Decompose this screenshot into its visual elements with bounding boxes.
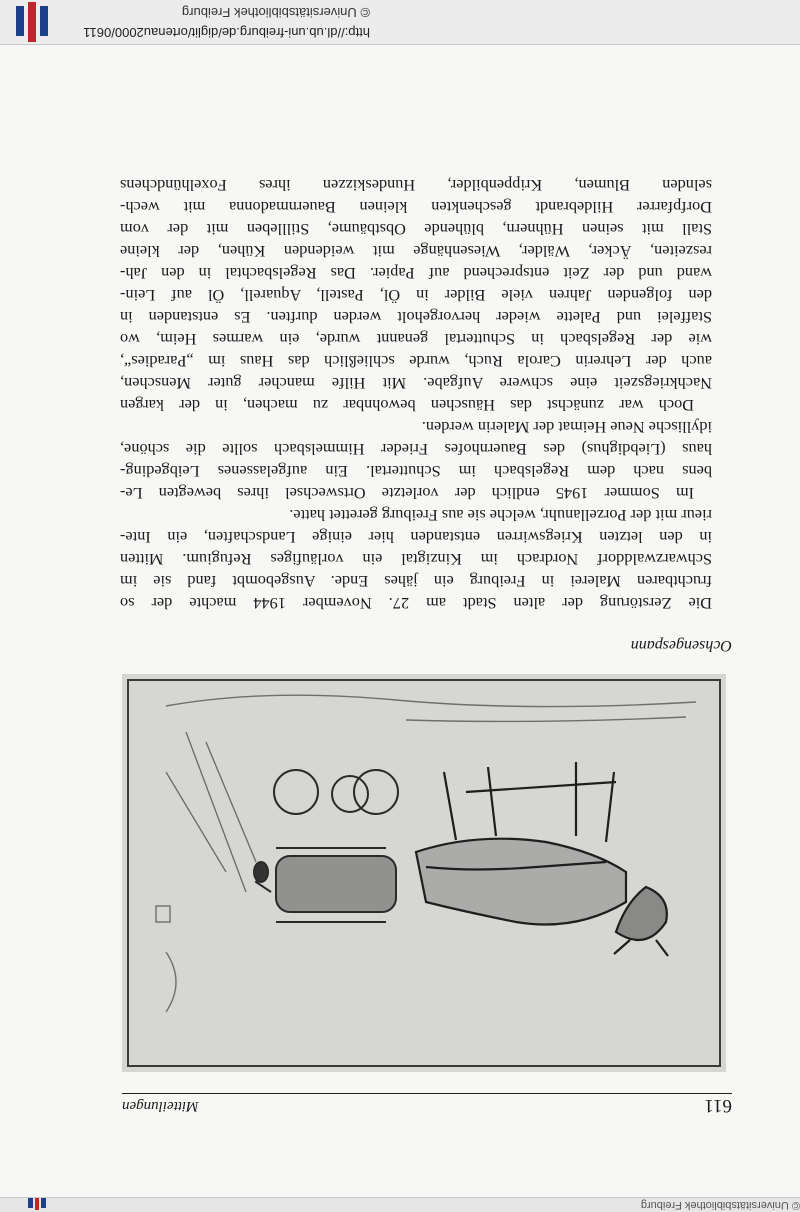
body-text [120, 174, 712, 614]
text-line: Staffelei und Palette wieder hervorgeholt werden durften. Es entstanden in [120, 308, 712, 327]
library-logo-icon [28, 1198, 46, 1210]
top-credit: © Universitätsbibliothek Freiburg [640, 1199, 800, 1211]
text-line: Im Sommer 1945 endlich der vorletzte Ortswechsel ihres bewegten Le- [120, 484, 694, 503]
figure-caption: Ochsengespann [630, 637, 732, 654]
bottom-credit: © Universitätsbibliothek Freiburg [181, 5, 370, 20]
page-url[interactable]: http://dl.ub.uni-freiburg.de/diglit/ortenau2000/0611 [83, 25, 370, 40]
page-number: 611 [704, 1095, 732, 1116]
text-line: Schwarzwalddorf Nordrach im Kinzigtal ein vorläufiges Refugium. Mitten [120, 550, 712, 569]
ox-cart-sketch [122, 674, 726, 1072]
text-line: Nachkriegszeit eine schwere Aufgabe. Mit Hilfe mancher guter Menschen, [120, 374, 712, 393]
text-line: bens nach dem Regelsbach im Schuttertal. Ein aufgelassenes Leibgeding- [120, 462, 712, 481]
text-line: den folgenden Jahren viele Bilder in Öl, Pastell, Aquarell, Öl auf Lein- [120, 286, 712, 305]
text-line: Die Zerstörung der alten Stadt am 27. November 1944 machte der so [120, 594, 712, 613]
text-line: wand und der Zeit entsprechend auf Papier. Das Regelsbachtal in den Jah- [120, 264, 712, 283]
text-line: Doch war zunächst das Häuschen bewohnbar zu machen, in der kargen [120, 396, 694, 415]
text-line: haus (Liebdighus) des Bauernhofes Frieder Himmelsbach sollte die schöne, [120, 440, 712, 459]
running-header [122, 1093, 732, 1116]
text-line: fruchtbaren Malerei in Freiburg ein jähes Ende. Ausgebombt fand sie im [120, 572, 712, 591]
paragraph [120, 416, 712, 504]
text-line: rieur mit der Porzellanuhr, welche sie aus Freiburg gerettet hatte. [289, 506, 712, 525]
text-line: Stall mit seinen Hühnern, blühende Obstbäume, Stillleben mit der vom [120, 220, 712, 239]
text-line: wie der Regelsbach in Schuttertal genannt wurde, ein warmes Heim, wo [120, 330, 712, 349]
viewer-bottom-bar [0, 0, 800, 45]
text-line: Dorfpfarrer Hildebrandt geschenkten kleinen Bauernmadonna mit wech- [120, 198, 712, 217]
header-title: Mitteilungen [122, 1098, 199, 1114]
text-line: reszeiten, Äcker, Wälder, Wiesenhänge mit weidenden Kühen, der kleine [120, 242, 712, 261]
paragraph [120, 174, 712, 416]
text-line: auch der Lehrerin Carola Ruch, wurde schließlich das Haus im „Paradies“, [120, 352, 712, 371]
text-line: idyllische Neue Heimat der Malerin werden. [421, 418, 712, 437]
text-line: selnden Blumen, Krippenbilder, Hundeskizzen ihres Foxelhündchens [120, 176, 712, 195]
text-line: in den letzten Kriegswirren entstanden hier einige Landschaften, ein Inte- [120, 528, 712, 547]
viewer-top-bar [0, 1197, 800, 1212]
paragraph [120, 504, 712, 614]
library-logo-icon [12, 2, 52, 42]
